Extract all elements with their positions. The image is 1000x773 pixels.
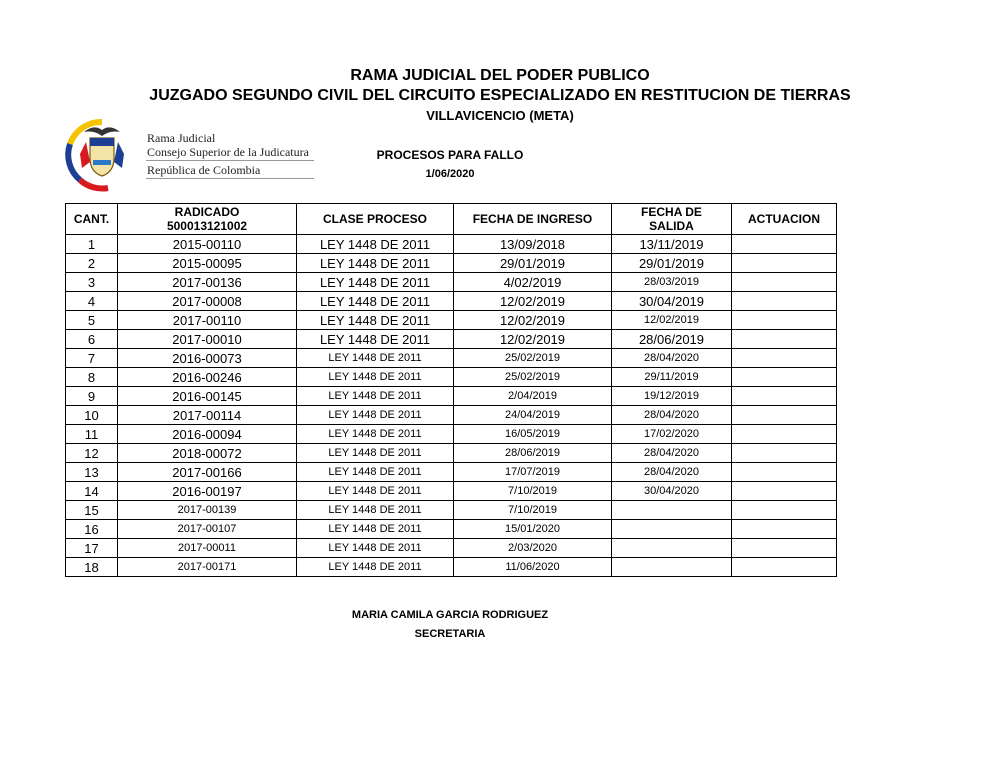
cell-fecha-ingreso: 25/02/2019 xyxy=(454,349,612,368)
cell-clase-proceso: LEY 1448 DE 2011 xyxy=(297,482,454,501)
cell-cant: 17 xyxy=(66,539,118,558)
cell-fecha-salida: 17/02/2020 xyxy=(612,425,732,444)
cell-fecha-ingreso: 24/04/2019 xyxy=(454,406,612,425)
cell-actuacion xyxy=(732,273,837,292)
table-row xyxy=(66,558,837,577)
cell-actuacion xyxy=(732,482,837,501)
header-fecha-ingreso: FECHA DE INGRESO xyxy=(454,204,612,235)
table-row xyxy=(66,368,837,387)
cell-cant: 7 xyxy=(66,349,118,368)
table-row xyxy=(66,501,837,520)
colombia-seal-icon xyxy=(62,116,142,194)
cell-actuacion xyxy=(732,330,837,349)
cell-fecha-ingreso: 25/02/2019 xyxy=(454,368,612,387)
cell-cant: 4 xyxy=(66,292,118,311)
seal-blue-arc xyxy=(68,144,80,180)
cell-fecha-salida: 28/04/2020 xyxy=(612,406,732,425)
table-row xyxy=(66,539,837,558)
cell-cant: 3 xyxy=(66,273,118,292)
cell-fecha-ingreso: 2/04/2019 xyxy=(454,387,612,406)
cell-clase-proceso: LEY 1448 DE 2011 xyxy=(297,368,454,387)
cell-fecha-ingreso: 7/10/2019 xyxy=(454,482,612,501)
cell-fecha-salida: 12/02/2019 xyxy=(612,311,732,330)
signature-name: MARIA CAMILA GARCIA RODRIGUEZ xyxy=(351,609,549,621)
cell-actuacion xyxy=(732,406,837,425)
cell-fecha-salida: 13/11/2019 xyxy=(612,235,732,254)
table-header-row xyxy=(66,204,837,235)
signature-title: SECRETARIA xyxy=(414,628,486,640)
rama-judicial-logo xyxy=(62,116,322,194)
header-radicado xyxy=(118,204,297,235)
cell-radicado: 2016-00246 xyxy=(118,368,297,387)
cell-actuacion xyxy=(732,520,837,539)
cell-radicado: 2017-00110 xyxy=(118,311,297,330)
cell-actuacion xyxy=(732,387,837,406)
header-line-1: RAMA JUDICIAL DEL PODER PUBLICO xyxy=(350,67,650,84)
header-line-2: JUZGADO SEGUNDO CIVIL DEL CIRCUITO ESPECIALIZADO EN RESTITUCION DE TIERRAS xyxy=(149,87,851,104)
cell-fecha-salida xyxy=(612,539,732,558)
cell-clase-proceso: LEY 1448 DE 2011 xyxy=(297,520,454,539)
cell-fecha-salida: 28/04/2020 xyxy=(612,349,732,368)
cell-fecha-salida: 30/04/2020 xyxy=(612,482,732,501)
cell-fecha-ingreso: 17/07/2019 xyxy=(454,463,612,482)
logo-text-republica: República de Colombia xyxy=(147,163,261,177)
table-row xyxy=(66,292,837,311)
cell-cant: 9 xyxy=(66,387,118,406)
cell-actuacion xyxy=(732,425,837,444)
cell-radicado: 2017-00114 xyxy=(118,406,297,425)
header-salida-line2: SALIDA xyxy=(649,219,694,233)
flag-right-icon xyxy=(114,142,124,168)
cell-clase-proceso: LEY 1448 DE 2011 xyxy=(297,406,454,425)
cell-actuacion xyxy=(732,463,837,482)
cell-clase-proceso: LEY 1448 DE 2011 xyxy=(297,444,454,463)
cell-cant: 5 xyxy=(66,311,118,330)
cell-radicado: 2017-00136 xyxy=(118,273,297,292)
cell-clase-proceso: LEY 1448 DE 2011 xyxy=(297,235,454,254)
cell-fecha-salida: 19/12/2019 xyxy=(612,387,732,406)
table-row xyxy=(66,387,837,406)
cell-fecha-ingreso: 4/02/2019 xyxy=(454,273,612,292)
cell-radicado: 2017-00107 xyxy=(118,520,297,539)
cell-fecha-ingreso: 29/01/2019 xyxy=(454,254,612,273)
cell-fecha-salida: 30/04/2019 xyxy=(612,292,732,311)
cell-clase-proceso: LEY 1448 DE 2011 xyxy=(297,463,454,482)
cell-cant: 16 xyxy=(66,520,118,539)
cell-fecha-salida xyxy=(612,558,732,577)
cell-actuacion xyxy=(732,235,837,254)
cell-actuacion xyxy=(732,254,837,273)
table-row xyxy=(66,520,837,539)
header-cant: CANT. xyxy=(66,204,118,235)
table-row xyxy=(66,254,837,273)
cell-radicado: 2015-00110 xyxy=(118,235,297,254)
cell-actuacion xyxy=(732,349,837,368)
cell-radicado: 2017-00139 xyxy=(118,501,297,520)
cell-cant: 1 xyxy=(66,235,118,254)
logo-text-consejo: Consejo Superior de la Judicatura xyxy=(147,145,309,159)
table-row xyxy=(66,463,837,482)
cell-radicado: 2016-00145 xyxy=(118,387,297,406)
cell-fecha-ingreso: 7/10/2019 xyxy=(454,501,612,520)
cell-clase-proceso: LEY 1448 DE 2011 xyxy=(297,539,454,558)
cell-cant: 14 xyxy=(66,482,118,501)
cell-fecha-salida: 28/04/2020 xyxy=(612,463,732,482)
cell-radicado: 2016-00094 xyxy=(118,425,297,444)
cell-fecha-salida: 28/06/2019 xyxy=(612,330,732,349)
cases-table xyxy=(65,203,837,577)
cell-cant: 15 xyxy=(66,501,118,520)
cell-clase-proceso: LEY 1448 DE 2011 xyxy=(297,311,454,330)
cell-clase-proceso: LEY 1448 DE 2011 xyxy=(297,501,454,520)
header-radicado-line1: RADICADO xyxy=(174,205,240,219)
table-row xyxy=(66,311,837,330)
shield-bottom-band xyxy=(93,160,111,165)
cell-actuacion xyxy=(732,501,837,520)
table-row xyxy=(66,425,837,444)
cell-fecha-ingreso: 13/09/2018 xyxy=(454,235,612,254)
table-row xyxy=(66,482,837,501)
cell-fecha-ingreso: 11/06/2020 xyxy=(454,558,612,577)
cell-cant: 2 xyxy=(66,254,118,273)
seal-red-arc xyxy=(80,180,108,189)
cell-cant: 18 xyxy=(66,558,118,577)
cell-fecha-ingreso: 16/05/2019 xyxy=(454,425,612,444)
cell-cant: 11 xyxy=(66,425,118,444)
cell-fecha-ingreso: 12/02/2019 xyxy=(454,292,612,311)
cell-radicado: 2017-00171 xyxy=(118,558,297,577)
header-clase-proceso: CLASE PROCESO xyxy=(297,204,454,235)
header-actuacion: ACTUACION xyxy=(732,204,837,235)
cell-radicado: 2017-00010 xyxy=(118,330,297,349)
cell-clase-proceso: LEY 1448 DE 2011 xyxy=(297,558,454,577)
cell-radicado: 2017-00166 xyxy=(118,463,297,482)
table-row xyxy=(66,273,837,292)
cell-radicado: 2015-00095 xyxy=(118,254,297,273)
cell-actuacion xyxy=(732,444,837,463)
flag-left-icon xyxy=(80,142,90,168)
cell-actuacion xyxy=(732,311,837,330)
cell-fecha-ingreso: 12/02/2019 xyxy=(454,311,612,330)
cell-cant: 12 xyxy=(66,444,118,463)
cell-clase-proceso: LEY 1448 DE 2011 xyxy=(297,425,454,444)
cell-radicado: 2018-00072 xyxy=(118,444,297,463)
cell-fecha-salida xyxy=(612,520,732,539)
header-radicado-line2: 500013121002 xyxy=(166,219,248,233)
shield-top-band xyxy=(90,138,114,146)
cell-cant: 6 xyxy=(66,330,118,349)
cell-fecha-ingreso: 12/02/2019 xyxy=(454,330,612,349)
cell-fecha-salida: 29/01/2019 xyxy=(612,254,732,273)
cell-cant: 10 xyxy=(66,406,118,425)
table-row xyxy=(66,235,837,254)
header-salida-line1: FECHA DE xyxy=(641,205,702,219)
table-row xyxy=(66,330,837,349)
cell-fecha-ingreso: 15/01/2020 xyxy=(454,520,612,539)
table-row xyxy=(66,406,837,425)
cell-radicado: 2016-00073 xyxy=(118,349,297,368)
cell-fecha-ingreso: 2/03/2020 xyxy=(454,539,612,558)
cell-actuacion xyxy=(732,368,837,387)
logo-text-rama-judicial: Rama Judicial xyxy=(147,131,216,145)
cell-clase-proceso: LEY 1448 DE 2011 xyxy=(297,292,454,311)
cell-cant: 8 xyxy=(66,368,118,387)
cell-cant: 13 xyxy=(66,463,118,482)
logo-rule xyxy=(146,178,314,179)
logo-rule xyxy=(146,160,314,161)
cell-radicado: 2017-00008 xyxy=(118,292,297,311)
cell-clase-proceso: LEY 1448 DE 2011 xyxy=(297,254,454,273)
document-date: 1/06/2020 xyxy=(425,168,475,180)
cell-clase-proceso: LEY 1448 DE 2011 xyxy=(297,273,454,292)
table-row xyxy=(66,444,837,463)
document-title: PROCESOS PARA FALLO xyxy=(376,148,524,162)
cell-radicado: 2017-00011 xyxy=(118,539,297,558)
header-line-3: VILLAVICENCIO (META) xyxy=(426,108,574,123)
cell-fecha-salida: 29/11/2019 xyxy=(612,368,732,387)
cell-fecha-salida: 28/03/2019 xyxy=(612,273,732,292)
condor-icon xyxy=(84,127,120,136)
cell-fecha-ingreso: 28/06/2019 xyxy=(454,444,612,463)
cell-radicado: 2016-00197 xyxy=(118,482,297,501)
cell-clase-proceso: LEY 1448 DE 2011 xyxy=(297,387,454,406)
cell-fecha-salida: 28/04/2020 xyxy=(612,444,732,463)
cell-actuacion xyxy=(732,558,837,577)
cell-actuacion xyxy=(732,292,837,311)
header-fecha-salida xyxy=(612,204,732,235)
cell-fecha-salida xyxy=(612,501,732,520)
cell-clase-proceso: LEY 1448 DE 2011 xyxy=(297,330,454,349)
cell-actuacion xyxy=(732,539,837,558)
table-row xyxy=(66,349,837,368)
cell-clase-proceso: LEY 1448 DE 2011 xyxy=(297,349,454,368)
